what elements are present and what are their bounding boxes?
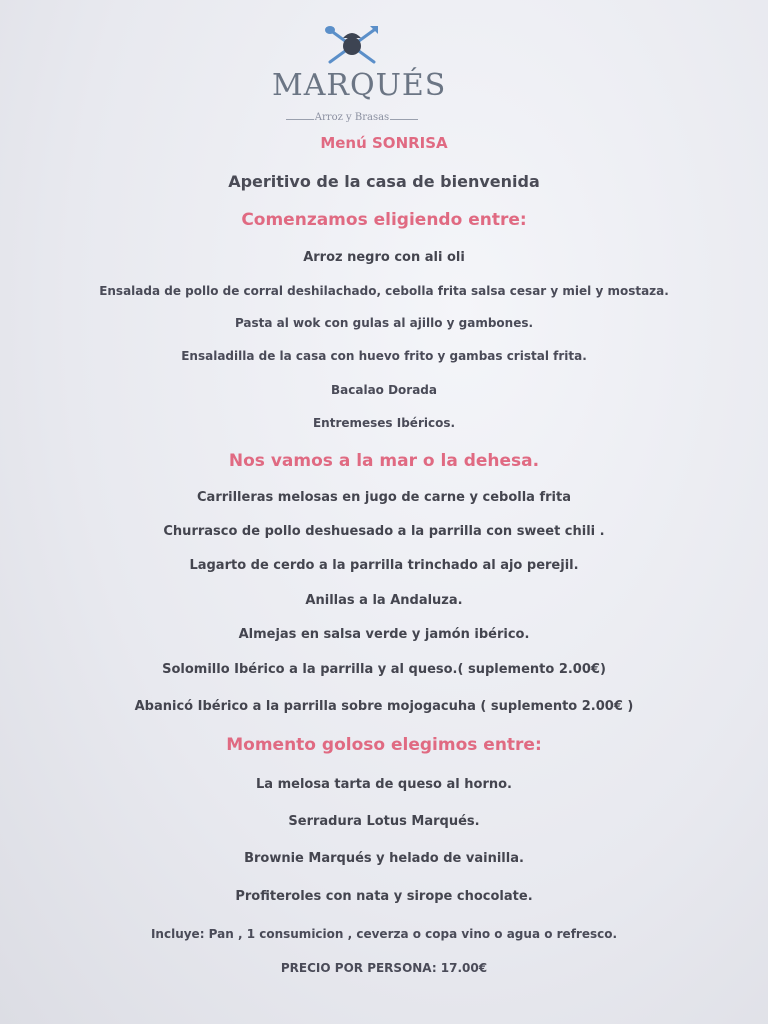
aperitivo-line: Aperitivo de la casa de bienvenida — [228, 172, 540, 191]
menu-item: Carrilleras melosas en jugo de carne y cebolla frita — [197, 490, 571, 505]
menu-item: Lagarto de cerdo a la parrilla trinchado al ajo perejil. — [189, 558, 579, 573]
menu-item: Ensalada de pollo de corral deshilachado, cebolla frita salsa cesar y miel y mostaza. — [99, 284, 669, 298]
menu-item: Arroz negro con ali oli — [303, 250, 465, 265]
menu-title: Menú SONRISA — [320, 134, 448, 152]
menu-item: La melosa tarta de queso al horno. — [256, 777, 512, 792]
menu-item: Anillas a la Andaluza. — [305, 593, 463, 608]
menu-item: Abanicó Ibérico a la parrilla sobre mojogacuha ( suplemento 2.00€ ) — [134, 699, 634, 714]
menu-item: Ensaladilla de la casa con huevo frito y gambas cristal frita. — [181, 349, 587, 363]
section-heading-starters: Comenzamos eligiendo entre: — [241, 210, 527, 230]
logo-divider-right — [390, 119, 418, 120]
menu-item: Brownie Marqués y helado de vainilla. — [244, 851, 524, 866]
price-line: PRECIO POR PERSONA: 17.00€ — [280, 961, 488, 975]
menu-item: Serradura Lotus Marqués. — [288, 814, 480, 829]
logo-tagline: Arroz y Brasas — [314, 112, 390, 123]
menu-item: Churrasco de pollo deshuesado a la parrilla con sweet chili . — [163, 524, 605, 539]
section-heading-mains: Nos vamos a la mar o la dehesa. — [228, 451, 540, 471]
restaurant-logo — [272, 24, 447, 123]
menu-item: Entremeses Ibéricos. — [312, 416, 456, 430]
menu-item: Solomillo Ibérico a la parrilla y al queso.( suplemento 2.00€) — [162, 662, 606, 677]
menu-item: Bacalao Dorada — [331, 383, 437, 397]
menu-item: Pasta al wok con gulas al ajillo y gambones. — [234, 316, 534, 330]
menu-item: Profiteroles con nata y sirope chocolate. — [235, 889, 533, 904]
chef-utensils-icon — [320, 24, 384, 68]
logo-brand: MARQUÉS — [272, 68, 447, 103]
menu-item: Almejas en salsa verde y jamón ibérico. — [238, 627, 530, 642]
section-heading-desserts: Momento goloso elegimos entre: — [226, 735, 542, 755]
includes-note: Incluye: Pan , 1 consumicion , ceverza o copa vino o agua o refresco. — [150, 927, 618, 941]
